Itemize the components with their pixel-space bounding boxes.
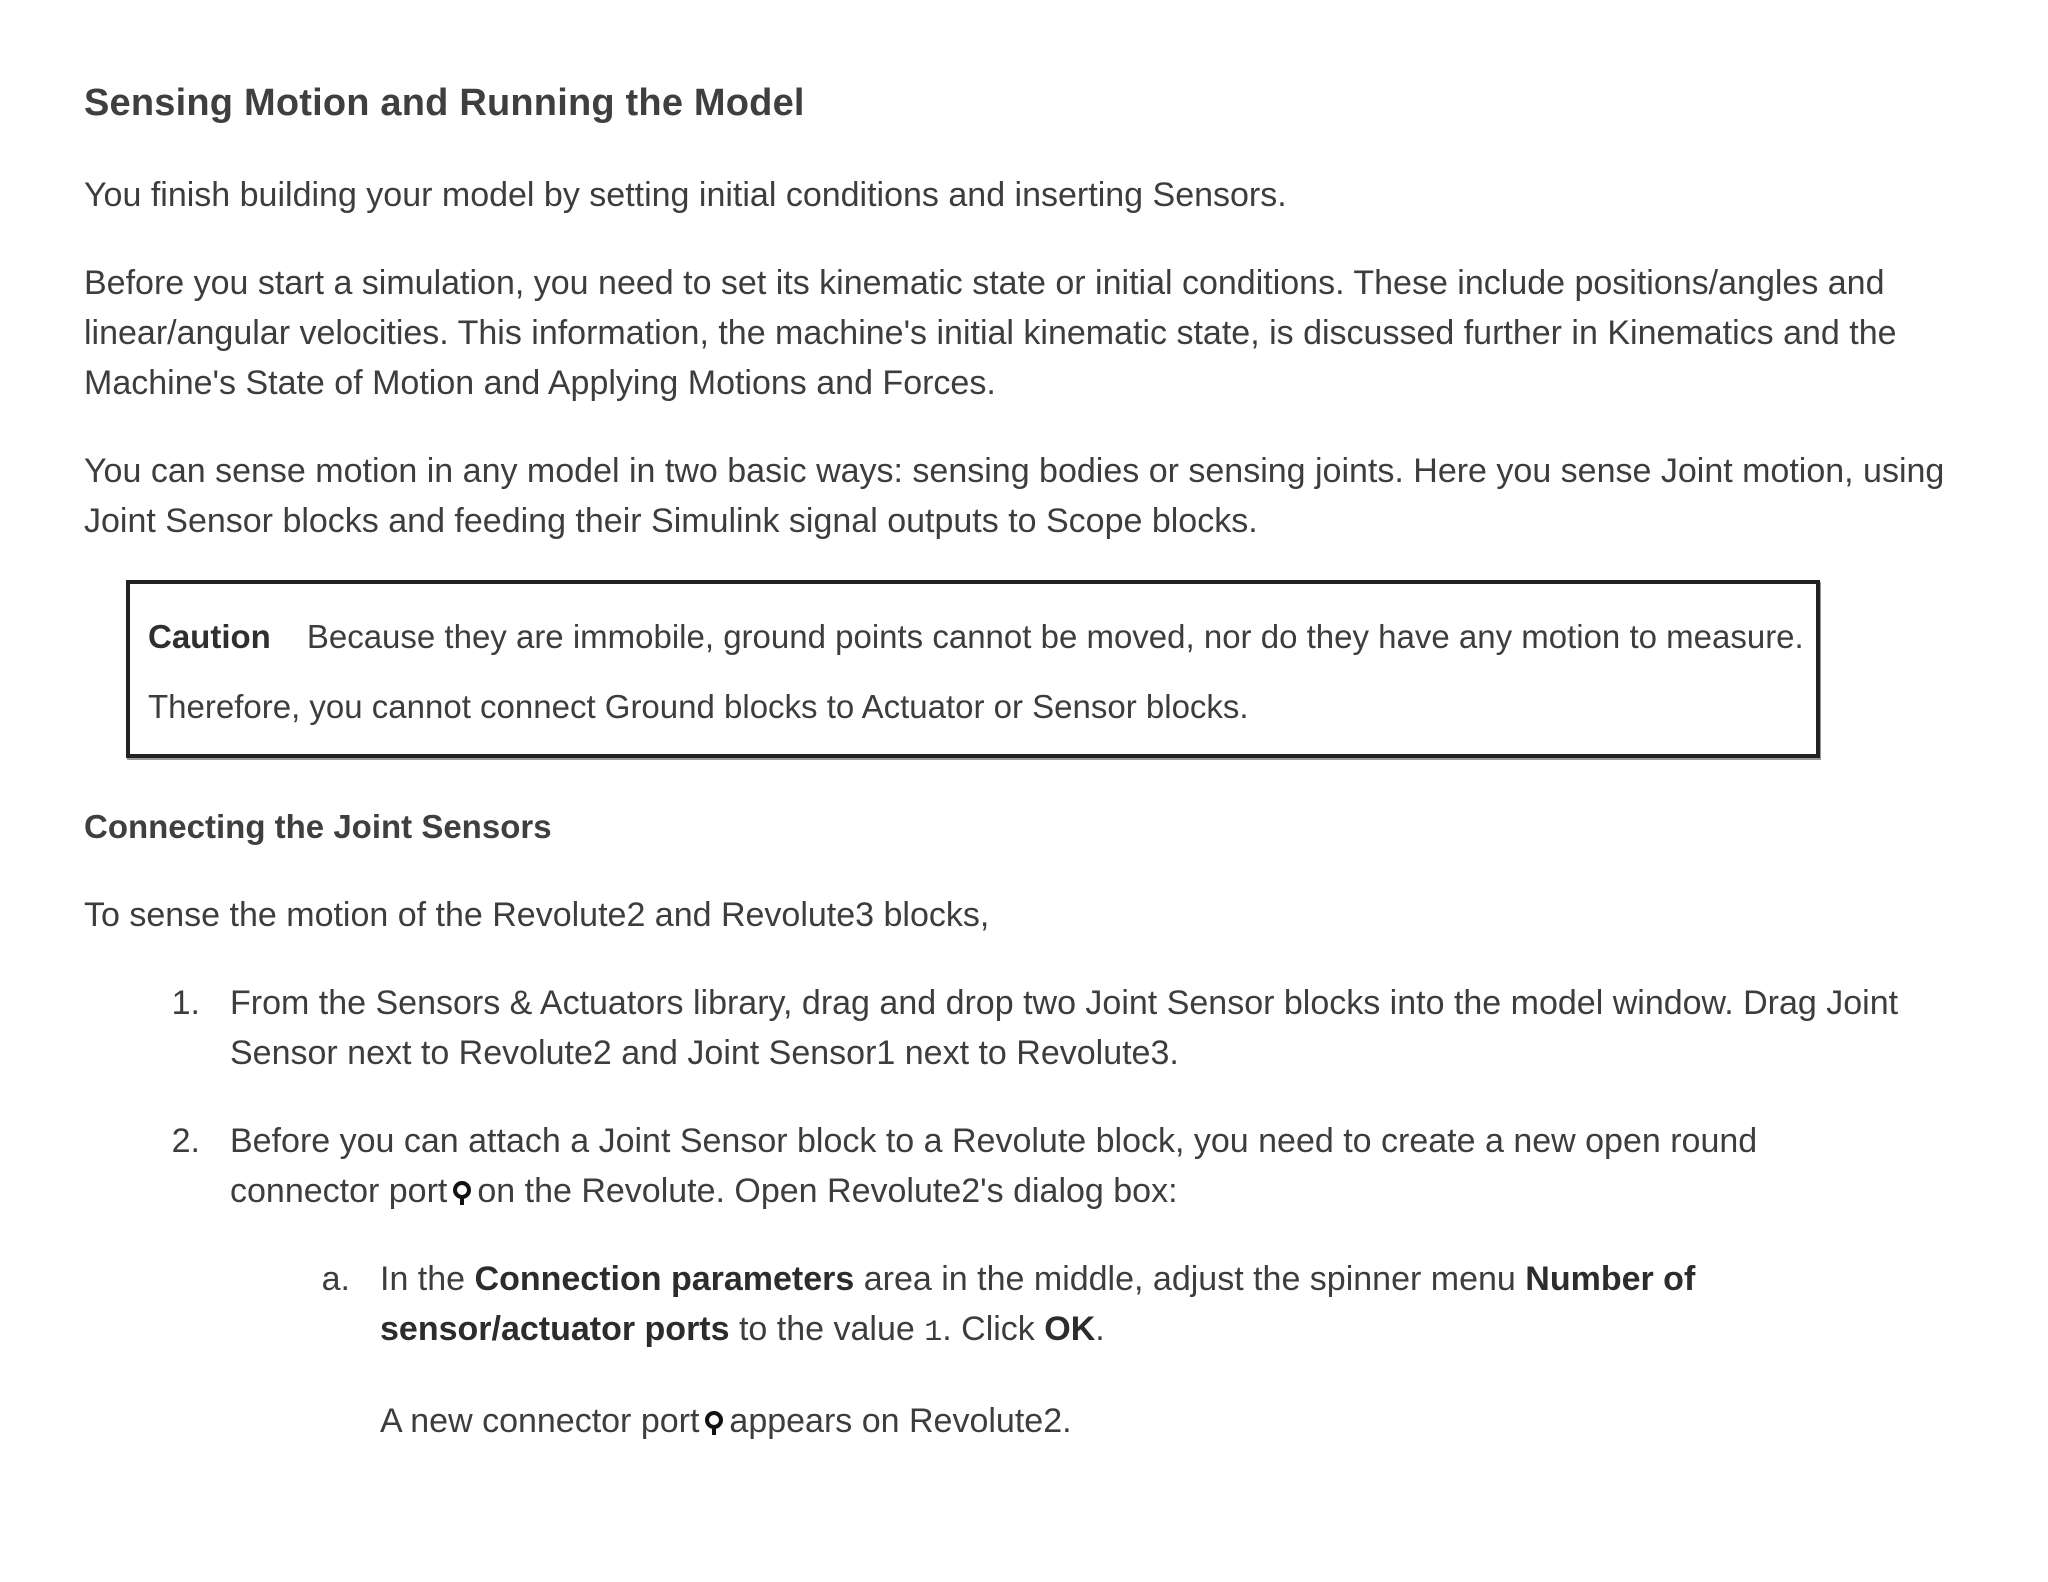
substep-letter: a.	[321, 1260, 350, 1298]
substep-text-part: area in the middle, adjust the spinner menu	[863, 1260, 1516, 1298]
lead-paragraph: To sense the motion of the Revolute2 and Revolute3 blocks,	[84, 896, 990, 934]
result-text-after-icon: appears on Revolute2.	[729, 1402, 1072, 1440]
connection-parameters-label: Connection parameters	[474, 1260, 855, 1298]
open-round-connector-port-icon	[451, 1180, 473, 1206]
substep-text-part: . Click	[942, 1310, 1035, 1348]
substep-text	[380, 1254, 1760, 1358]
ok-label: OK	[1044, 1310, 1096, 1348]
step-number: 1.	[171, 984, 200, 1022]
step-text: From the Sensors & Actuators library, drag and drop two Joint Sensor blocks into the model window. Drag Joint Sensor next to Revolute2 and Joint Sensor1 next to Revolute3.	[230, 984, 1899, 1072]
caution-text-2: Therefore, you cannot connect Ground blocks to Actuator or Sensor blocks.	[148, 688, 1249, 725]
step-text	[230, 1116, 1910, 1216]
caution-label: Caution	[148, 618, 271, 655]
result-paragraph	[380, 1396, 1072, 1446]
step-text-before-icon: Before you can attach a Joint Sensor block to a Revolute block, you need to create a new open round connector port	[230, 1122, 1758, 1210]
open-round-connector-port-icon	[703, 1410, 725, 1436]
caution-box	[126, 580, 1820, 758]
caution-line-1	[148, 618, 1804, 656]
page-title: Sensing Motion and Running the Model	[84, 82, 805, 124]
initial-conditions-paragraph: Before you start a simulation, you need to set its kinematic state or initial conditions. These include positions/angles and linear/angular velocities. This information, the machine's initial kinematic state, is discussed further in Kinematics and the Machine's State of Motion and Applying Motions and Forces.	[84, 264, 1897, 402]
result-text-before-icon: A new connector port	[380, 1402, 700, 1440]
section-heading: Connecting the Joint Sensors	[84, 808, 552, 845]
ports-value: 1	[924, 1316, 943, 1350]
substep-text-part: .	[1095, 1310, 1105, 1348]
intro-paragraph: You finish building your model by setting initial conditions and inserting Sensors.	[84, 176, 1287, 214]
substep-text-part: In the	[380, 1260, 466, 1298]
step-text-after-icon: on the Revolute. Open Revolute2's dialog box:	[477, 1172, 1178, 1210]
step-number: 2.	[171, 1122, 200, 1160]
sensing-paragraph: You can sense motion in any model in two basic ways: sensing bodies or sensing joints. Here you sense Joint motion, using Joint Sensor blocks and feeding their Simulink signal outputs to Scope blocks.	[84, 452, 1945, 540]
substep-text-part: to the value	[738, 1310, 915, 1348]
number-of-ports-label: Number of sensor/actuator ports	[380, 1260, 1696, 1348]
caution-text-1: Because they are immobile, ground points cannot be moved, nor do they have any motion to measure.	[306, 618, 1804, 655]
